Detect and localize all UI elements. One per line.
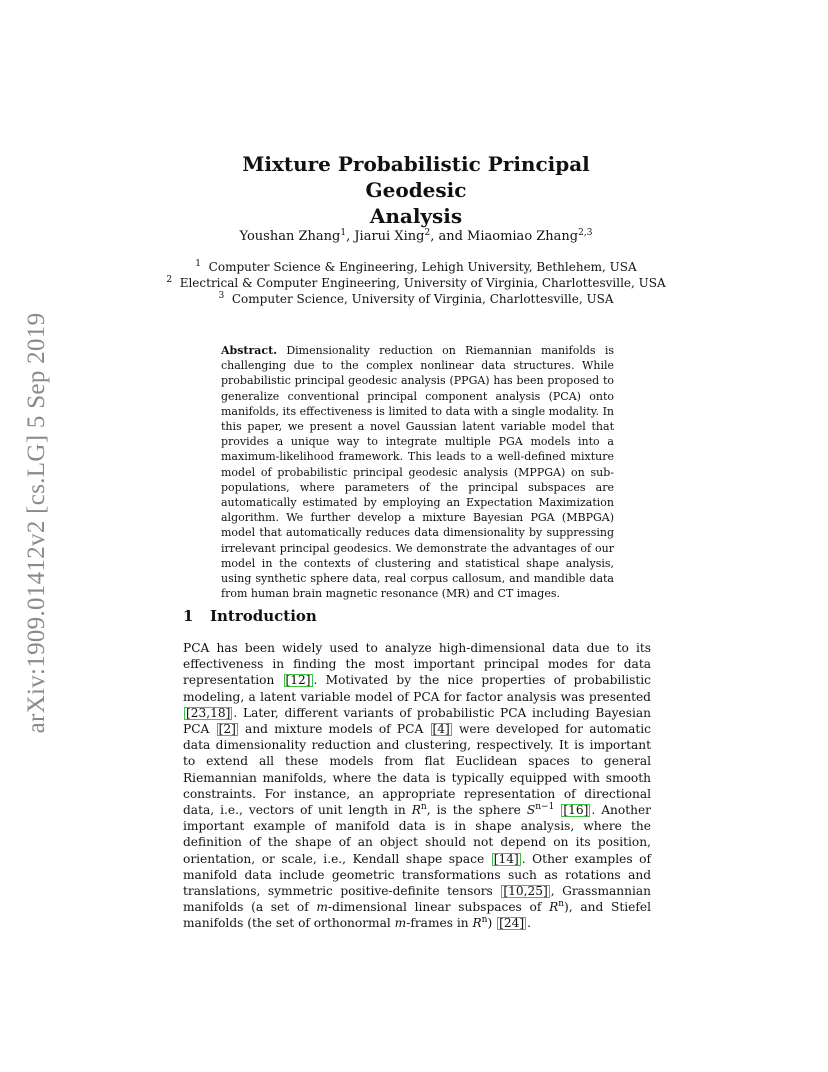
citation-link[interactable]: [10,25] — [503, 884, 548, 899]
text-run: PCA has been widely used to analyze high-dimensional data due to its effectiveness in finding the most important principal modes for data representation — [183, 641, 651, 688]
text-run: . Later, different variants of probabilistic PCA including Bayesian PCA — [183, 705, 651, 737]
affiliation-mark: 2 — [166, 275, 173, 285]
affiliation-text: Computer Science, University of Virginia, Charlottesville, USA — [231, 292, 614, 306]
affiliation-mark: 1 — [195, 259, 202, 269]
author-name: Jiarui Xing — [354, 229, 425, 244]
author-affil-mark: 2 — [424, 228, 431, 238]
text-run: ), and Stiefel manifolds (the set of orthonormal — [183, 900, 651, 931]
abstract-label: Abstract. — [221, 344, 278, 357]
abstract — [221, 343, 614, 601]
intro-paragraph — [183, 640, 651, 932]
author-separator: , — [346, 229, 355, 244]
section-title: Introduction — [210, 607, 317, 625]
text-run: -frames in — [406, 916, 473, 931]
math-superscript: n — [481, 915, 488, 926]
text-run: . Another important example of manifold data is in shape analysis, where the definition of the shape of an object should not depend on its position, orientation, or scale, i.e., Kendall shape space — [183, 803, 652, 866]
section-number: 1 — [183, 607, 194, 625]
citation-link[interactable]: [12] — [285, 673, 311, 688]
paper-title — [210, 151, 622, 229]
math-superscript: n−1 — [535, 802, 555, 813]
affiliation-line — [150, 275, 682, 291]
citation-link[interactable]: [2] — [218, 722, 236, 737]
title-line-1: Mixture Probabilistic Principal Geodesic — [242, 152, 590, 202]
text-run: and mixture models of PCA — [238, 722, 430, 737]
text-run: . — [527, 916, 531, 931]
author-affil-mark: 1 — [340, 228, 347, 238]
math-symbol: m — [394, 916, 407, 931]
math-superscript: n — [558, 899, 565, 910]
text-run: were developed for automatic data dimensionality reduction and clustering, respectively. It is important to extend all these models from flat Euclidean spaces to general Riemannian manifolds, where the data is typically equipped with smooth constraints. For instance, an appropriate representation of directional data, i.e., vectors of unit length in — [183, 722, 652, 818]
math-symbol: S — [526, 803, 536, 818]
text-run: , Grassmannian manifolds (a set of — [183, 884, 651, 915]
author-list — [170, 229, 662, 244]
author-name: Miaomiao Zhang — [467, 229, 579, 244]
math-symbol: R — [411, 803, 421, 818]
text-run: , is the sphere — [426, 803, 527, 818]
abstract-text: Dimensionality reduction on Riemannian manifolds is challenging due to the complex nonlinear data structures. While probabilistic principal geodesic analysis (PPGA) has been proposed to generalize conventional principal component analysis (PCA) onto manifolds, its effectiveness is limited to data with a single modality. In this paper, we present a novel Gaussian latent variable model that provides a unique way to integrate multiple PGA models into a maximum-likelihood framework. This leads to a well-defined mixture model of probabilistic principal geodesic analysis (MPPGA) on sub-populations, where parameters of the principal subspaces are automatically estimated by employing an Expectation Maximization algorithm. We further develop a mixture Bayesian PGA (MBPGA) model that automatically reduces data dimensionality by suppressing irrelevant principal geodesics. We demonstrate the advantages of our model in the contexts of clustering and statistical shape analysis, using synthetic sphere data, real corpus callosum, and mandible data from human brain magnetic resonance (MR) and CT images. — [221, 344, 614, 601]
arxiv-stamp-text: arXiv:1909.01412v2 [cs.LG] 5 Sep 2019 — [23, 312, 50, 733]
math-superscript: n — [420, 802, 427, 813]
author-name: Youshan Zhang — [239, 229, 341, 244]
citation-link[interactable]: [24] — [499, 916, 525, 931]
math-symbol: m — [316, 900, 328, 915]
text-run: . Motivated by the nice properties of probabilistic modeling, a latent variable model of PCA for factor analysis was presented — [183, 673, 652, 704]
affiliation-line — [150, 259, 682, 275]
affiliation-text: Computer Science & Engineering, Lehigh University, Bethlehem, USA — [208, 260, 637, 274]
text-run: -dimensional linear subspaces of — [327, 900, 550, 915]
math-symbol: R — [472, 916, 482, 931]
author-separator: , and — [430, 229, 468, 244]
affiliation-line — [150, 291, 682, 307]
math-symbol: R — [549, 900, 559, 915]
affiliation-mark: 3 — [218, 291, 225, 301]
affiliation-text: Electrical & Computer Engineering, University of Virginia, Charlottesville, USA — [179, 276, 666, 290]
title-line-2: Analysis — [369, 204, 463, 228]
affiliations — [150, 259, 682, 307]
citation-link[interactable]: [14] — [493, 851, 519, 866]
text-run: . Other examples of manifold data include geometric transformations such as rotations and translations, symmetric positive-definite tensors — [183, 851, 651, 899]
author-affil-mark: 2,3 — [578, 228, 593, 238]
arxiv-stamp — [17, 295, 57, 750]
citation-link[interactable]: [4] — [432, 722, 450, 737]
text-run — [554, 803, 560, 817]
text-run: ) — [487, 916, 497, 931]
citation-link[interactable]: [16] — [563, 803, 589, 818]
citation-link[interactable]: [23,18] — [186, 705, 231, 720]
section-heading — [183, 607, 317, 625]
